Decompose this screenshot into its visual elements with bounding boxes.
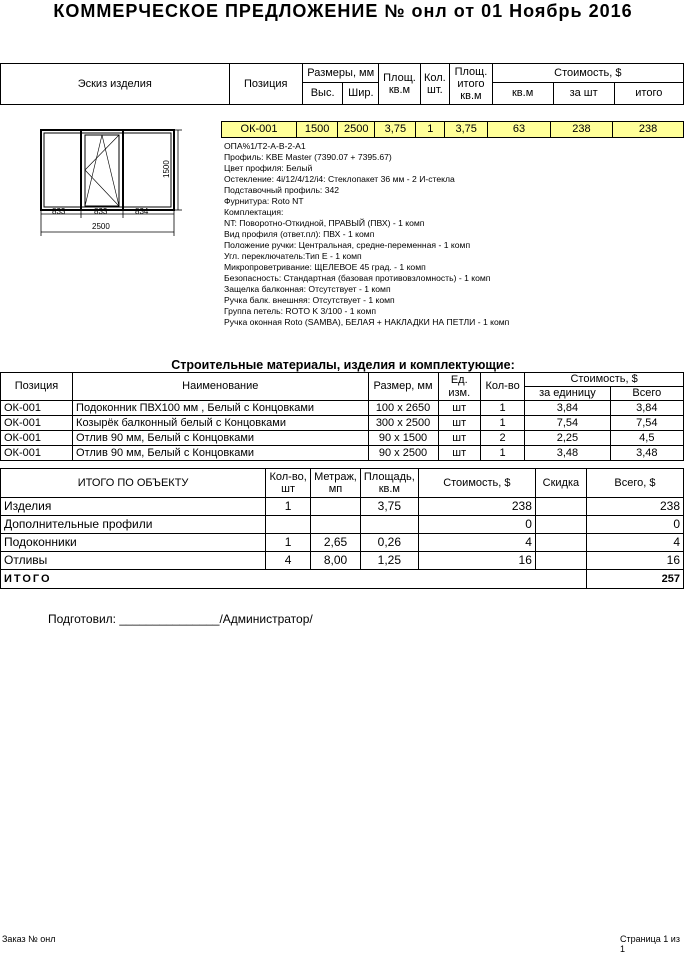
mat-name: Отлив 90 мм, Белый с Концовками xyxy=(73,446,369,461)
mat-header-size: Размер, мм xyxy=(368,373,438,401)
header-area: Площ. кв.м xyxy=(379,64,420,105)
product-table xyxy=(0,63,684,105)
row-per-pc: 238 xyxy=(550,122,612,138)
sum-area: 3,75 xyxy=(360,498,418,516)
header-per-sqm: кв.м xyxy=(492,83,553,105)
sum-qty: 4 xyxy=(266,552,311,570)
sum-area: 1,25 xyxy=(360,552,418,570)
mat-unit: шт xyxy=(438,401,480,416)
mat-header-total: Всего xyxy=(610,387,683,401)
table-row xyxy=(1,416,684,431)
mat-header-position: Позиция xyxy=(1,373,73,401)
mat-unit: шт xyxy=(438,431,480,446)
product-description xyxy=(224,141,509,328)
sum-length xyxy=(311,498,361,516)
mat-header-per-unit: за единицу xyxy=(525,387,610,401)
sum-qty: 1 xyxy=(266,534,311,552)
mat-per-unit: 2,25 xyxy=(525,431,610,446)
sum-cost: 238 xyxy=(418,498,535,516)
description-line: Профиль: KBE Master (7390.07 + 7395.67) xyxy=(224,152,392,162)
table-row xyxy=(1,401,684,416)
description-line: Безопасность: Стандартная (базовая противовзломность) - 1 комп xyxy=(224,273,491,283)
sum-label: Подоконники xyxy=(1,534,266,552)
sum-header-area: Площадь, кв.м xyxy=(360,469,418,498)
mat-total: 3,84 xyxy=(610,401,683,416)
mat-per-unit: 7,54 xyxy=(525,416,610,431)
row-height: 1500 xyxy=(297,122,338,138)
order-number: Заказ № онл xyxy=(2,934,56,944)
sum-length: 2,65 xyxy=(311,534,361,552)
mat-name: Козырёк балконный белый с Концовками xyxy=(73,416,369,431)
table-row xyxy=(1,516,684,534)
table-row xyxy=(1,534,684,552)
sum-cost: 4 xyxy=(418,534,535,552)
mat-position: ОК-001 xyxy=(1,431,73,446)
sum-total: 0 xyxy=(586,516,683,534)
sum-cost: 0 xyxy=(418,516,535,534)
header-cost: Стоимость, $ xyxy=(492,64,683,83)
sum-total: 238 xyxy=(586,498,683,516)
table-row xyxy=(1,446,684,461)
sum-qty xyxy=(266,516,311,534)
header-total: итого xyxy=(614,83,683,105)
mat-size: 300 x 2500 xyxy=(368,416,438,431)
sum-discount xyxy=(535,534,586,552)
mat-size: 90 x 2500 xyxy=(368,446,438,461)
header-height: Выс. xyxy=(302,83,342,105)
sketch-height-label: 1500 xyxy=(162,160,171,178)
grand-total-value: 257 xyxy=(586,570,683,589)
mat-header-name: Наименование xyxy=(73,373,369,401)
description-line: Группа петель: ROTO K 3/100 - 1 комп xyxy=(224,306,377,316)
description-line: Ручка балк. внешняя: Отсутствует - 1 комп xyxy=(224,295,395,305)
document-title: КОММЕРЧЕСКОЕ ПРЕДЛОЖЕНИЕ № онл от 01 Ноябрь 2016 xyxy=(53,1,633,21)
mat-size: 90 x 1500 xyxy=(368,431,438,446)
mat-per-unit: 3,48 xyxy=(525,446,610,461)
sum-discount xyxy=(535,498,586,516)
sum-cost: 16 xyxy=(418,552,535,570)
description-line: Угл. переключатель:Тип Е - 1 комп xyxy=(224,251,362,261)
sum-area xyxy=(360,516,418,534)
window-sketch xyxy=(35,124,195,236)
sum-length: 8,00 xyxy=(311,552,361,570)
signature-line: _______________ xyxy=(119,612,220,626)
mat-total: 4,5 xyxy=(610,431,683,446)
header-position: Позиция xyxy=(229,64,302,105)
grand-total-label: ИТОГО xyxy=(1,570,587,589)
header-per-pc: за шт xyxy=(553,83,614,105)
description-line: Фурнитура: Roto NT xyxy=(224,196,304,206)
row-width: 2500 xyxy=(338,122,375,138)
sum-label: Изделия xyxy=(1,498,266,516)
row-area: 3,75 xyxy=(375,122,416,138)
description-line: Комплектация: xyxy=(224,207,284,217)
summary-table xyxy=(0,468,684,589)
sum-discount xyxy=(535,552,586,570)
mat-total: 3,48 xyxy=(610,446,683,461)
sum-length xyxy=(311,516,361,534)
sum-area: 0,26 xyxy=(360,534,418,552)
description-line: Остекление: 4i/12/4/12/i4: Стеклопакет 36 мм - 2 И-стекла xyxy=(224,174,455,184)
sum-header-length: Метраж, мп xyxy=(311,469,361,498)
grand-total-row xyxy=(1,570,684,589)
mat-name: Подоконник ПВХ100 мм , Белый с Концовками xyxy=(73,401,369,416)
mat-position: ОК-001 xyxy=(1,416,73,431)
sum-header-qty: Кол-во, шт xyxy=(266,469,311,498)
header-total-area: Площ. итого кв.м xyxy=(450,64,492,105)
mat-name: Отлив 90 мм, Белый с Концовками xyxy=(73,431,369,446)
mat-qty: 1 xyxy=(480,446,524,461)
mat-unit: шт xyxy=(438,416,480,431)
sum-header-total: Всего, $ xyxy=(586,469,683,498)
sketch-width-label-1: 833 xyxy=(52,207,66,216)
sum-total: 16 xyxy=(586,552,683,570)
signature-block xyxy=(48,612,313,626)
description-line: Ручка оконная Roto (SAMBA), БЕЛАЯ + НАКЛАДКИ НА ПЕТЛИ - 1 комп xyxy=(224,317,510,327)
mat-qty: 2 xyxy=(480,431,524,446)
mat-qty: 1 xyxy=(480,401,524,416)
table-row xyxy=(1,431,684,446)
mat-header-cost: Стоимость, $ xyxy=(525,373,684,387)
product-row xyxy=(221,121,684,138)
header-sketch: Эскиз изделия xyxy=(1,64,230,105)
sketch-width-label-2: 833 xyxy=(94,207,108,216)
description-line: Вид профиля (ответ.пл): ПВХ - 1 комп xyxy=(224,229,375,239)
mat-total: 7,54 xyxy=(610,416,683,431)
header-qty: Кол. шт. xyxy=(420,64,450,105)
sketch-total-width-label: 2500 xyxy=(92,222,110,231)
sum-qty: 1 xyxy=(266,498,311,516)
sum-header-discount: Скидка xyxy=(535,469,586,498)
description-line: Цвет профиля: Белый xyxy=(224,163,313,173)
sum-discount xyxy=(535,516,586,534)
sum-header-cost: Стоимость, $ xyxy=(418,469,535,498)
mat-position: ОК-001 xyxy=(1,446,73,461)
sum-label: Дополнительные профили xyxy=(1,516,266,534)
description-line: Микропроветривание: ЩЕЛЕВОЕ 45 град. - 1 комп xyxy=(224,262,426,272)
description-line: NT: Поворотно-Откидной, ПРАВЫЙ (ПВХ) - 1 комп xyxy=(224,218,425,228)
header-width: Шир. xyxy=(343,83,379,105)
prepared-label: Подготовил: xyxy=(48,612,117,626)
table-row xyxy=(1,498,684,516)
row-position: ОК-001 xyxy=(222,122,297,138)
sum-total: 4 xyxy=(586,534,683,552)
mat-header-unit: Ед. изм. xyxy=(438,373,480,401)
row-per-sqm: 63 xyxy=(488,122,550,138)
mat-per-unit: 3,84 xyxy=(525,401,610,416)
row-qty: 1 xyxy=(416,122,445,138)
description-line: Подставочный профиль: 342 xyxy=(224,185,340,195)
row-total-area: 3,75 xyxy=(445,122,488,138)
sketch-width-label-3: 834 xyxy=(135,207,149,216)
row-total: 238 xyxy=(613,122,684,138)
mat-position: ОК-001 xyxy=(1,401,73,416)
page-number: Страница 1 из 1 xyxy=(620,934,680,954)
mat-unit: шт xyxy=(438,446,480,461)
materials-table xyxy=(0,372,684,461)
mat-size: 100 x 2650 xyxy=(368,401,438,416)
mat-qty: 1 xyxy=(480,416,524,431)
description-line: Защелка балконная: Отсутствует - 1 комп xyxy=(224,284,391,294)
mat-header-qty: Кол-во xyxy=(480,373,524,401)
sum-label: Отливы xyxy=(1,552,266,570)
role-label: /Администратор/ xyxy=(219,612,313,626)
table-row xyxy=(1,552,684,570)
sum-header-label: ИТОГО ПО ОБЪЕКТУ xyxy=(1,469,266,498)
description-line: Положение ручки: Центральная, средне-переменная - 1 комп xyxy=(224,240,471,250)
materials-section-title: Строительные материалы, изделия и комплектующие: xyxy=(171,358,515,372)
header-sizes: Размеры, мм xyxy=(302,64,379,83)
description-line: ОПА%1/Т2-А-В-2-А1 xyxy=(224,141,306,151)
